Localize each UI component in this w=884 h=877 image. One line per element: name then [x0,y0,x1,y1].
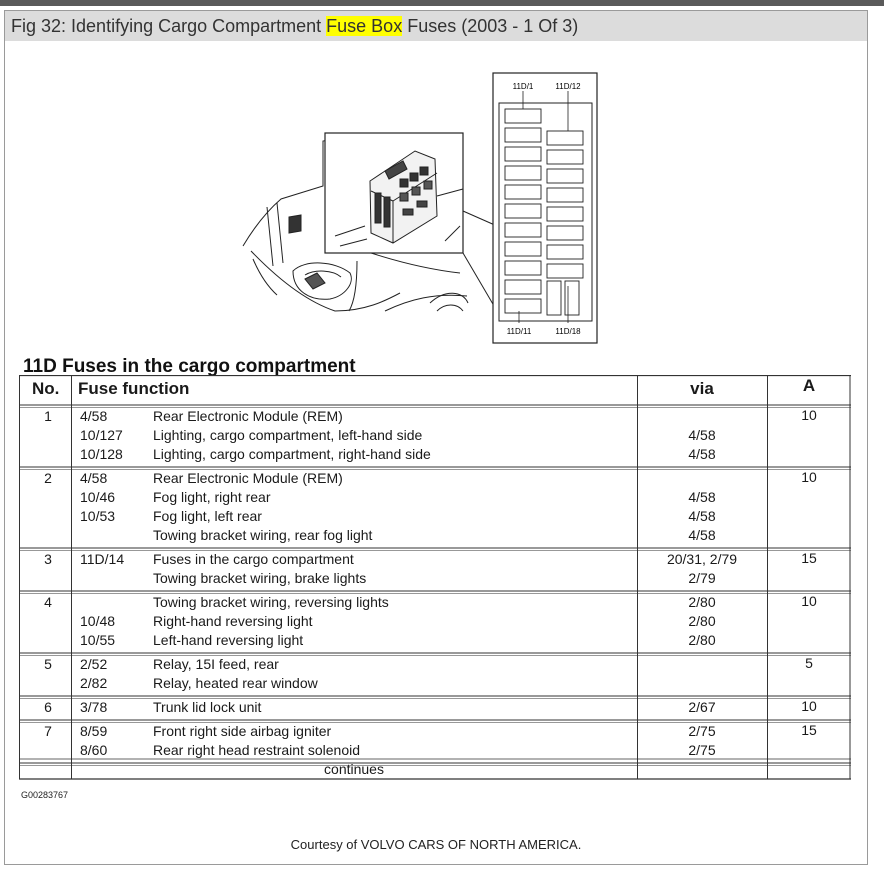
title-highlight: Fuse Box [326,16,403,36]
fuse-slot-right [547,150,583,164]
fuse-via: 2/80 [688,632,716,648]
fuse-code: 10/53 [80,508,116,524]
fuse-code: 3/78 [80,699,108,715]
row-number: 1 [44,408,52,424]
title-part-1: Fig 32: Identifying Cargo Compartment [11,16,327,36]
fuse-slot-right [547,207,583,221]
fuse-slot-left [505,166,541,180]
fuse-via: 20/31, 2/79 [666,551,738,567]
fuse-slot-right [547,169,583,183]
fuse-function: Towing bracket wiring, brake lights [153,570,367,586]
fuse-slot-left [505,109,541,123]
courtesy-note: Courtesy of VOLVO CARS OF NORTH AMERICA. [290,837,582,852]
fuse-label-bottom-left: 11D/11 [506,327,532,336]
fuse-slot-left [505,299,541,313]
fuse-slot-left [505,147,541,161]
row-number: 4 [44,594,52,610]
fuse-function: Rear right head restraint solenoid [153,742,361,758]
row-number: 3 [44,551,52,567]
fuse-slot-left [505,185,541,199]
relay-slot [547,281,561,315]
fuse-function: Relay, heated rear window [153,675,318,691]
fuse-slot-left [505,204,541,218]
fuse-function: Left-hand reversing light [153,632,304,648]
row-amps: 10 [801,698,817,714]
fuse-code: 10/127 [80,427,123,443]
fuse-code: 10/128 [80,446,123,462]
fuse-code: 8/60 [80,742,108,758]
fuse-label-top-left: 11D/1 [512,82,534,91]
row-amps: 15 [801,722,817,738]
fuse-via: 2/67 [688,699,716,715]
fuse-function: Fog light, right rear [153,489,271,505]
fuse-function: Trunk lid lock unit [153,699,262,715]
fuse-via: 4/58 [688,508,716,524]
fuse-via: 2/75 [688,742,716,758]
fuse-function: Lighting, cargo compartment, left-hand side [153,427,423,443]
row-number: 5 [44,656,52,672]
header-via: via [690,379,714,398]
fuse-slot-left [505,261,541,275]
row-amps: 10 [801,469,817,485]
fuse-function: Right-hand reversing light [153,613,313,629]
fuse-via: 4/58 [688,446,716,462]
title-part-2: Fuses (2003 - 1 Of 3) [402,16,579,36]
fuse-function: Fuses in the cargo compartment [153,551,354,567]
fuse-slot-right [547,226,583,240]
row-amps: 10 [801,407,817,423]
fuse-via: 4/58 [688,489,716,505]
fuse-slot-left [505,242,541,256]
fuse-slot-right [547,245,583,259]
relay-slot [565,281,579,315]
row-number: 6 [44,699,52,715]
fuse-function: Rear Electronic Module (REM) [153,408,343,424]
fuse-slot-right [547,264,583,278]
fuse-slot-left [505,280,541,294]
row-amps: 5 [805,655,813,671]
fuse-label-top-right: 11D/12 [555,82,581,91]
fuse-via: 4/58 [688,427,716,443]
fuse-slot-right [547,188,583,202]
header-function: Fuse function [78,379,190,398]
fuse-code: 8/59 [80,723,108,739]
top-bar [0,0,884,6]
fuse-function: Relay, 15I feed, rear [153,656,279,672]
fuse-code: 11D/14 [80,551,125,567]
row-number: 2 [44,470,52,486]
fuse-code: 2/82 [80,675,108,691]
fuse-function: Front right side airbag igniter [153,723,332,739]
fuse-slot-left [505,223,541,237]
fuse-function: Towing bracket wiring, rear fog light [153,527,373,543]
row-amps: 10 [801,593,817,609]
fuse-box-illustration [5,11,867,351]
fuse-via: 4/58 [688,527,716,543]
figure-frame [4,10,868,865]
fuse-via: 2/80 [688,594,716,610]
fuse-function: Rear Electronic Module (REM) [153,470,343,486]
row-number: 7 [44,723,52,739]
header-no: No. [32,379,60,398]
fuse-function: Fog light, left rear [153,508,262,524]
fuse-slot-left [505,128,541,142]
fuse-code: 10/55 [80,632,116,648]
fuse-via: 2/80 [688,613,716,629]
fuse-function: Lighting, cargo compartment, right-hand side [153,446,431,462]
fuse-via: 2/79 [688,570,716,586]
fuse-code: 10/46 [80,489,116,505]
header-amps: A [802,376,816,395]
figure-code: G00283767 [21,790,69,800]
fuse-code: 10/48 [80,613,116,629]
fuse-slot-right [547,131,583,145]
fuse-code: 2/52 [80,656,108,672]
fuse-table [19,375,851,780]
fuse-via: 2/75 [688,723,716,739]
fuse-function: Towing bracket wiring, reversing lights [153,594,389,610]
fuse-code: 4/58 [80,408,108,424]
row-amps: 15 [801,550,817,566]
continues-label: continues [324,761,384,777]
fuse-code: 4/58 [80,470,108,486]
table-title: 11D Fuses in the cargo compartment [23,356,356,377]
fuse-label-bottom-right: 11D/18 [555,327,581,336]
